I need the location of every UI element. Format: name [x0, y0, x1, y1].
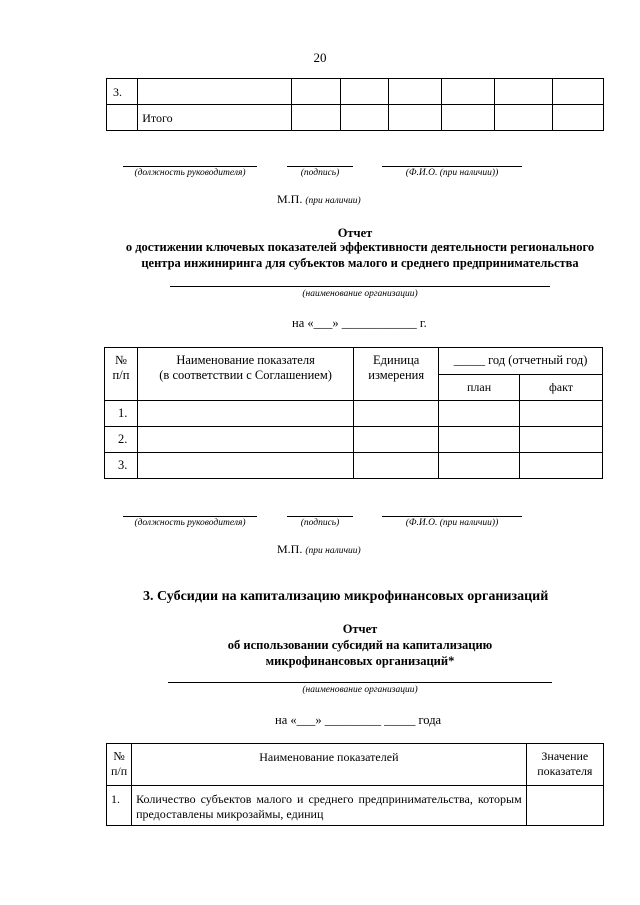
position-caption: (должность руководителя) — [134, 518, 246, 528]
table-row — [107, 786, 604, 826]
section-heading: 3. Субсидии на капитализацию микрофинансовых организаций — [143, 589, 549, 604]
fio-caption: (Ф.И.О. (при наличии)) — [405, 518, 499, 528]
col-plan-header: план — [439, 375, 520, 401]
fio-line — [382, 516, 522, 517]
row-name: Итого — [138, 105, 292, 131]
org-line — [168, 682, 552, 683]
signature-line — [287, 516, 353, 517]
section-report-subtitle-2: микрофинансовых организаций* — [265, 654, 455, 668]
position-caption: (должность руководителя) — [134, 168, 246, 178]
col-unit-header: Единица измерения — [354, 348, 439, 401]
row-number: 1. — [107, 786, 132, 826]
row-value — [526, 786, 603, 826]
report-subtitle-2: центра инжиниринга для субъектов малого и среднего предпринимательства — [141, 256, 579, 270]
signature-caption: (подпись) — [300, 518, 340, 528]
stamp-note — [277, 192, 361, 207]
col-year-header: _____ год (отчетный год) — [439, 348, 603, 375]
stamp-label: М.П. — [277, 542, 303, 556]
section-report-subtitle-1: об использовании субсидий на капитализацию — [227, 638, 493, 652]
col-num-header: № п/п — [105, 348, 138, 401]
report-title: Отчет — [337, 226, 373, 240]
col-value-header: Значение показателя — [526, 744, 603, 786]
section-report-title: Отчет — [342, 622, 378, 636]
col-name-header: Наименование показателей — [132, 744, 527, 786]
stamp-note — [277, 542, 361, 557]
section-date-line: на «___» _________ _____ года — [275, 713, 442, 727]
signature-caption: (подпись) — [300, 168, 340, 178]
fio-caption: (Ф.И.О. (при наличии)) — [405, 168, 499, 178]
stamp-note-text: (при наличии) — [305, 196, 361, 206]
report-date-line: на «___» ____________ г. — [292, 316, 427, 330]
col-num-header: № п/п — [107, 744, 132, 786]
table-row — [107, 79, 604, 105]
org-caption: (наименование организации) — [302, 289, 418, 299]
col-fact-header: факт — [520, 375, 603, 401]
stamp-label: М.П. — [277, 192, 303, 206]
table-row — [105, 401, 603, 427]
signature-line — [287, 166, 353, 167]
table-row — [105, 427, 603, 453]
fio-line — [382, 166, 522, 167]
row-number: 3. — [107, 79, 138, 105]
org-caption: (наименование организации) — [302, 685, 418, 695]
continuation-table — [106, 78, 604, 131]
col-name-header: Наименование показателя (в соответствии с Соглашением) — [137, 348, 353, 401]
page-number: 20 — [313, 50, 327, 65]
table-row — [107, 105, 604, 131]
table-row — [105, 453, 603, 479]
row-text: Количество субъектов малого и среднего предпринимательства, которым предоставлены микрозаймы, единиц — [132, 786, 527, 826]
row-number: 3. — [105, 453, 138, 479]
row-number: 2. — [105, 427, 138, 453]
report-subtitle-1: о достижении ключевых показателей эффективности деятельности регионального — [125, 240, 595, 254]
row-number — [107, 105, 138, 131]
row-number: 1. — [105, 401, 138, 427]
position-line — [123, 166, 257, 167]
microfinance-table — [106, 743, 604, 826]
stamp-note-text: (при наличии) — [305, 546, 361, 556]
org-line — [170, 286, 550, 287]
row-name — [138, 79, 292, 105]
position-line — [123, 516, 257, 517]
kpi-table — [104, 347, 603, 479]
